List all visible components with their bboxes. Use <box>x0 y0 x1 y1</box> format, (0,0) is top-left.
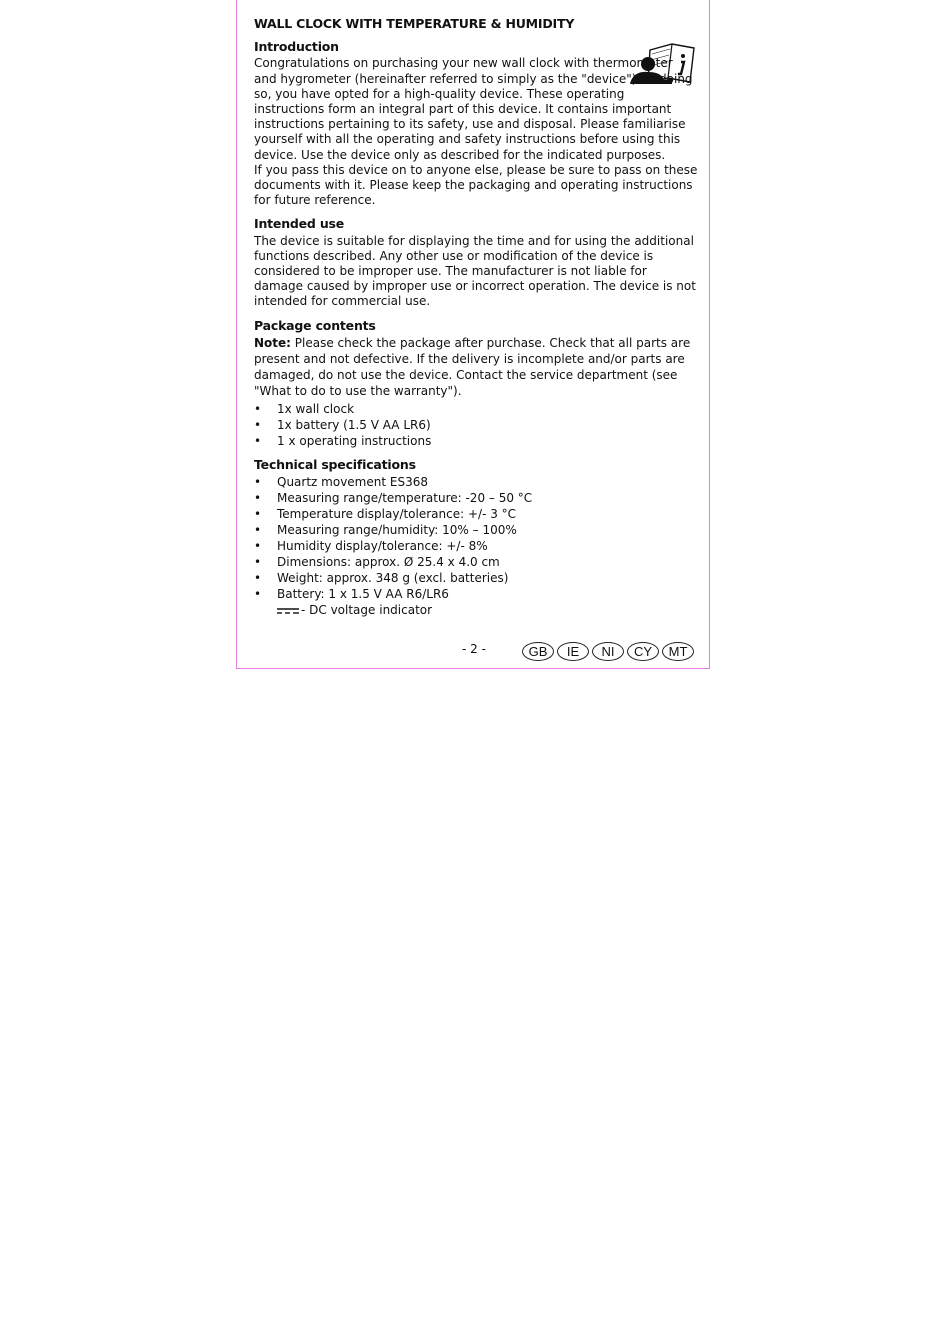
note-label: Note: <box>254 335 291 350</box>
list-item-text: Dimensions: approx. Ø 25.4 x 4.0 cm <box>277 555 500 570</box>
list-item-text: 1x battery (1.5 V AA LR6) <box>277 417 431 432</box>
intended-use-heading: Intended use <box>254 216 345 232</box>
introduction-paragraph-2: If you pass this device on to anyone else, please be sure to pass on these documents with it. Please keep the packaging and operating instructions for future reference. <box>254 162 698 208</box>
country-badges <box>522 642 694 661</box>
list-item: • Measuring range/humidity: 10% – 100% <box>254 523 517 538</box>
note-text: Please check the package after purchase. Check that all parts are present and not defective. If the delivery is incomplete and/or parts are damaged, do not use the device. Contact the service department (see "What to do to use the warranty"). <box>254 335 691 398</box>
list-item-text: 1 x operating instructions <box>277 433 432 448</box>
list-item: • Quartz movement ES368 <box>254 475 428 490</box>
package-contents-heading: Package contents <box>254 317 376 333</box>
document-body <box>254 16 698 626</box>
introduction-paragraph-1: Congratulations on purchasing your new wall clock with thermometer and hygrometer (hereinafter referred to simply as the "device"). In doing so, you have opted for a high-quality device. These operating instructions form an integral part of this device. It contains important instructions pertaining to its safety, use and disposal. Please familiarise yourself with all the operating and safety instructions before using this device. Use the device only as described for the indicated purposes. <box>254 56 693 162</box>
package-contents-section <box>254 318 698 449</box>
list-item: • Dimensions: approx. Ø 25.4 x 4.0 cm <box>254 555 500 570</box>
package-note <box>254 335 698 399</box>
list-item: • Measuring range/temperature: -20 – 50 °C <box>254 491 533 506</box>
list-item-text: Weight: approx. 348 g (excl. batteries) <box>277 571 509 586</box>
technical-specifications-section <box>254 457 698 618</box>
introduction-section <box>254 39 698 208</box>
list-item: • Battery: 1 x 1.5 V AA R6/LR6 <box>254 587 449 602</box>
list-item: • 1x wall clock <box>254 401 355 416</box>
list-item-text: Quartz movement ES368 <box>277 475 428 490</box>
country-badge-ni: NI <box>592 642 624 661</box>
list-item: • Weight: approx. 348 g (excl. batteries) <box>254 571 509 586</box>
list-item: • Temperature display/tolerance: +/- 3 °C <box>254 507 517 522</box>
dc-voltage-text: - DC voltage indicator <box>301 603 433 618</box>
document-title: WALL CLOCK WITH TEMPERATURE & HUMIDITY <box>254 16 575 31</box>
country-badge-ie: IE <box>557 642 589 661</box>
list-item: • 1 x operating instructions <box>254 433 432 448</box>
list-item: • Humidity display/tolerance: +/- 8% <box>254 539 488 554</box>
list-item-text: 1x wall clock <box>277 401 355 416</box>
list-item-text: Measuring range/temperature: -20 – 50 °C <box>277 491 533 506</box>
intended-use-section <box>254 216 698 309</box>
list-item-text: Battery: 1 x 1.5 V AA R6/LR6 <box>277 587 449 602</box>
list-item-text: Humidity display/tolerance: +/- 8% <box>277 539 488 554</box>
dc-voltage-line <box>254 602 698 618</box>
package-contents-list <box>254 401 698 449</box>
introduction-heading: Introduction <box>254 39 339 55</box>
technical-specifications-heading: Technical specifications <box>254 456 416 472</box>
dc-voltage-icon <box>277 607 299 615</box>
page-number: - 2 - <box>462 642 486 656</box>
country-badge-gb: GB <box>522 642 554 661</box>
country-badge-cy: CY <box>627 642 659 661</box>
country-badge-mt: MT <box>662 642 694 661</box>
list-item-text: Temperature display/tolerance: +/- 3 °C <box>277 507 517 522</box>
technical-specifications-list <box>254 474 698 602</box>
intended-use-text: The device is suitable for displaying the time and for using the additional functions described. Any other use or modification of the device is considered to be improper use. The manufacturer is not liable for damage caused by improper use or incorrect operation. The device is not intended for commercial use. <box>254 233 696 309</box>
list-item: • 1x battery (1.5 V AA LR6) <box>254 417 431 432</box>
list-item-text: Measuring range/humidity: 10% – 100% <box>277 523 517 538</box>
